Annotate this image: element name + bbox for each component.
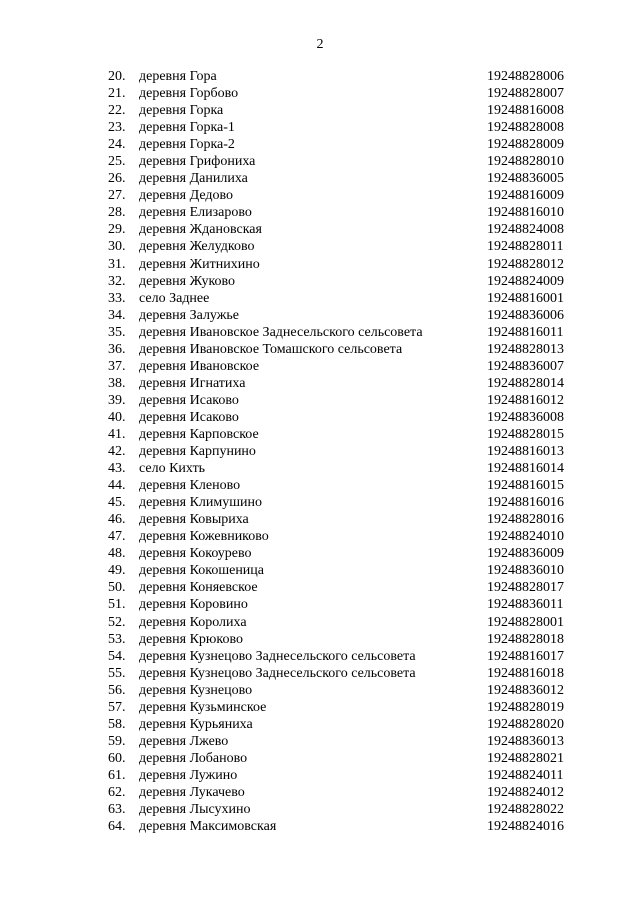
oktmo-code: 19248836005 [487, 171, 564, 187]
settlement-name: деревня Лобаново [139, 750, 248, 766]
settlement-name: деревня Горбово [139, 86, 239, 102]
item-number: 21. [108, 86, 126, 102]
list-item [0, 784, 640, 801]
item-number: 43. [108, 461, 126, 477]
settlement-name: деревня Жуково [139, 273, 236, 289]
settlement-name: деревня Кленово [139, 478, 241, 494]
item-number: 27. [108, 188, 126, 204]
item-number: 51. [108, 597, 126, 613]
list-item [0, 733, 640, 750]
settlement-name: деревня Кузнецово Заднесельского сельсовета [139, 648, 416, 664]
oktmo-code: 19248836008 [487, 409, 564, 425]
item-number: 53. [108, 631, 126, 647]
oktmo-code: 19248816012 [487, 392, 564, 408]
item-number: 25. [108, 154, 126, 170]
item-number: 62. [108, 784, 126, 800]
settlement-name: деревня Лжево [139, 733, 229, 749]
item-number: 38. [108, 375, 126, 391]
settlement-name: деревня Ивановское Заднесельского сельсовета [139, 324, 423, 340]
list-item [0, 221, 640, 238]
settlement-name: деревня Горка-1 [139, 120, 235, 136]
item-number: 57. [108, 699, 126, 715]
item-number: 26. [108, 171, 126, 187]
oktmo-code: 19248828010 [487, 154, 564, 170]
oktmo-code: 19248824016 [487, 819, 564, 835]
item-number: 22. [108, 103, 126, 119]
item-number: 41. [108, 426, 126, 442]
settlement-name: деревня Карпунино [139, 444, 256, 460]
item-number: 35. [108, 324, 126, 340]
item-number: 31. [108, 256, 126, 272]
settlement-name: деревня Исаково [139, 392, 239, 408]
settlement-name: деревня Лысухино [139, 802, 251, 818]
item-number: 39. [108, 392, 126, 408]
oktmo-code: 19248828001 [487, 614, 564, 630]
settlement-name: деревня Житнихино [139, 256, 260, 272]
item-number: 56. [108, 682, 126, 698]
oktmo-code: 19248828016 [487, 512, 564, 528]
oktmo-code: 19248816016 [487, 495, 564, 511]
list-item [0, 307, 640, 324]
oktmo-code: 19248828008 [487, 120, 564, 136]
item-number: 36. [108, 341, 126, 357]
settlement-name: деревня Кокошеница [139, 563, 265, 579]
item-number: 46. [108, 512, 126, 528]
list-item [0, 358, 640, 375]
settlement-name: деревня Кузьминское [139, 699, 267, 715]
oktmo-code: 19248828009 [487, 137, 564, 153]
item-number: 59. [108, 733, 126, 749]
oktmo-code: 19248824011 [487, 767, 564, 783]
list-item [0, 665, 640, 682]
item-number: 34. [108, 307, 126, 323]
list-item [0, 494, 640, 511]
settlement-name: деревня Кузнецово Заднесельского сельсовета [139, 665, 416, 681]
oktmo-code: 19248828007 [487, 86, 564, 102]
oktmo-code: 19248836013 [487, 733, 564, 749]
settlement-name: деревня Елизарово [139, 205, 252, 221]
item-number: 45. [108, 495, 126, 511]
item-number: 24. [108, 137, 126, 153]
settlement-name: деревня Ждановская [139, 222, 262, 238]
oktmo-code: 19248816011 [487, 324, 564, 340]
settlement-name: деревня Кожевниково [139, 529, 269, 545]
item-number: 48. [108, 546, 126, 562]
oktmo-code: 19248828011 [487, 239, 564, 255]
oktmo-code: 19248816014 [487, 461, 564, 477]
oktmo-code: 19248828019 [487, 699, 564, 715]
oktmo-code: 19248816018 [487, 665, 564, 681]
oktmo-code: 19248836012 [487, 682, 564, 698]
oktmo-code: 19248828014 [487, 375, 564, 391]
oktmo-code: 19248816013 [487, 444, 564, 460]
item-number: 52. [108, 614, 126, 630]
list-item [0, 409, 640, 426]
oktmo-code: 19248828022 [487, 802, 564, 818]
list-item [0, 238, 640, 255]
item-number: 30. [108, 239, 126, 255]
list-item [0, 136, 640, 153]
settlement-name: деревня Ковыриха [139, 512, 249, 528]
settlement-name: село Кихть [139, 461, 206, 477]
settlement-name: деревня Лукачево [139, 784, 245, 800]
oktmo-code: 19248836011 [487, 597, 564, 613]
oktmo-code: 19248836007 [487, 358, 564, 374]
settlement-name: деревня Климушино [139, 495, 263, 511]
settlement-name: деревня Данилиха [139, 171, 248, 187]
list-item [0, 102, 640, 119]
list-item [0, 716, 640, 733]
oktmo-code: 19248836010 [487, 563, 564, 579]
oktmo-code: 19248816008 [487, 103, 564, 119]
item-number: 37. [108, 358, 126, 374]
settlement-name: деревня Карповское [139, 426, 259, 442]
settlement-name: деревня Ивановское Томашского сельсовета [139, 341, 403, 357]
oktmo-code: 19248828020 [487, 716, 564, 732]
oktmo-code: 19248824010 [487, 529, 564, 545]
list-item [0, 528, 640, 545]
settlement-list [0, 68, 640, 835]
oktmo-code: 19248828018 [487, 631, 564, 647]
item-number: 42. [108, 444, 126, 460]
item-number: 61. [108, 767, 126, 783]
list-item [0, 290, 640, 307]
item-number: 44. [108, 478, 126, 494]
settlement-name: деревня Королиха [139, 614, 247, 630]
list-item [0, 324, 640, 341]
item-number: 50. [108, 580, 126, 596]
oktmo-code: 19248816001 [487, 290, 564, 306]
oktmo-code: 19248824012 [487, 784, 564, 800]
item-number: 54. [108, 648, 126, 664]
oktmo-code: 19248836006 [487, 307, 564, 323]
item-number: 40. [108, 409, 126, 425]
item-number: 20. [108, 69, 126, 84]
list-item [0, 648, 640, 665]
item-number: 64. [108, 819, 126, 835]
oktmo-code: 19248824008 [487, 222, 564, 238]
list-item [0, 511, 640, 528]
oktmo-code: 19248828017 [487, 580, 564, 596]
list-item [0, 256, 640, 273]
list-item [0, 562, 640, 579]
settlement-name: деревня Коровино [139, 597, 248, 613]
oktmo-code: 19248828013 [487, 341, 564, 357]
item-number: 47. [108, 529, 126, 545]
settlement-name: деревня Гора [139, 69, 217, 84]
list-item [0, 682, 640, 699]
settlement-name: деревня Исаково [139, 409, 239, 425]
list-item [0, 85, 640, 102]
item-number: 49. [108, 563, 126, 579]
item-number: 33. [108, 290, 126, 306]
list-item [0, 443, 640, 460]
page-number: 2 [316, 37, 324, 52]
list-item [0, 170, 640, 187]
oktmo-code: 19248828015 [487, 426, 564, 442]
item-number: 29. [108, 222, 126, 238]
list-item [0, 545, 640, 562]
list-item [0, 579, 640, 596]
oktmo-code: 19248828012 [487, 256, 564, 272]
oktmo-code: 19248816010 [487, 205, 564, 221]
settlement-name: деревня Залужье [139, 307, 240, 323]
list-item [0, 818, 640, 835]
settlement-name: деревня Ивановское [139, 358, 260, 374]
settlement-name: деревня Максимовская [139, 819, 277, 835]
list-item [0, 392, 640, 409]
list-item [0, 477, 640, 494]
list-item [0, 614, 640, 631]
settlement-name: деревня Желудково [139, 239, 255, 255]
settlement-name: деревня Курьяниха [139, 716, 253, 732]
item-number: 28. [108, 205, 126, 221]
oktmo-code: 19248816015 [487, 478, 564, 494]
settlement-name: деревня Крюково [139, 631, 243, 647]
oktmo-code: 19248828006 [487, 69, 564, 84]
list-item [0, 631, 640, 648]
list-item [0, 68, 640, 85]
list-item [0, 375, 640, 392]
settlement-name: деревня Грифониха [139, 154, 256, 170]
item-number: 23. [108, 120, 126, 136]
oktmo-code: 19248816017 [487, 648, 564, 664]
oktmo-code: 19248824009 [487, 273, 564, 289]
list-item [0, 341, 640, 358]
settlement-name: деревня Горка-2 [139, 137, 235, 153]
item-number: 60. [108, 750, 126, 766]
oktmo-code: 19248836009 [487, 546, 564, 562]
settlement-name: село Заднее [139, 290, 210, 306]
settlement-name: деревня Дедово [139, 188, 233, 204]
settlement-name: деревня Коняевское [139, 580, 258, 596]
settlement-name: деревня Горка [139, 103, 224, 119]
list-item [0, 460, 640, 477]
list-item [0, 801, 640, 818]
oktmo-code: 19248816009 [487, 188, 564, 204]
settlement-name: деревня Игнатиха [139, 375, 246, 391]
list-item [0, 699, 640, 716]
list-item [0, 750, 640, 767]
list-item [0, 119, 640, 136]
list-item [0, 767, 640, 784]
item-number: 58. [108, 716, 126, 732]
settlement-name: деревня Кузнецово [139, 682, 253, 698]
list-item [0, 153, 640, 170]
list-item [0, 273, 640, 290]
item-number: 32. [108, 273, 126, 289]
list-item [0, 596, 640, 613]
settlement-name: деревня Лужино [139, 767, 238, 783]
list-item [0, 426, 640, 443]
oktmo-code: 19248828021 [487, 750, 564, 766]
item-number: 63. [108, 802, 126, 818]
item-number: 55. [108, 665, 126, 681]
list-item [0, 187, 640, 204]
settlement-name: деревня Кокоурево [139, 546, 252, 562]
list-item [0, 204, 640, 221]
